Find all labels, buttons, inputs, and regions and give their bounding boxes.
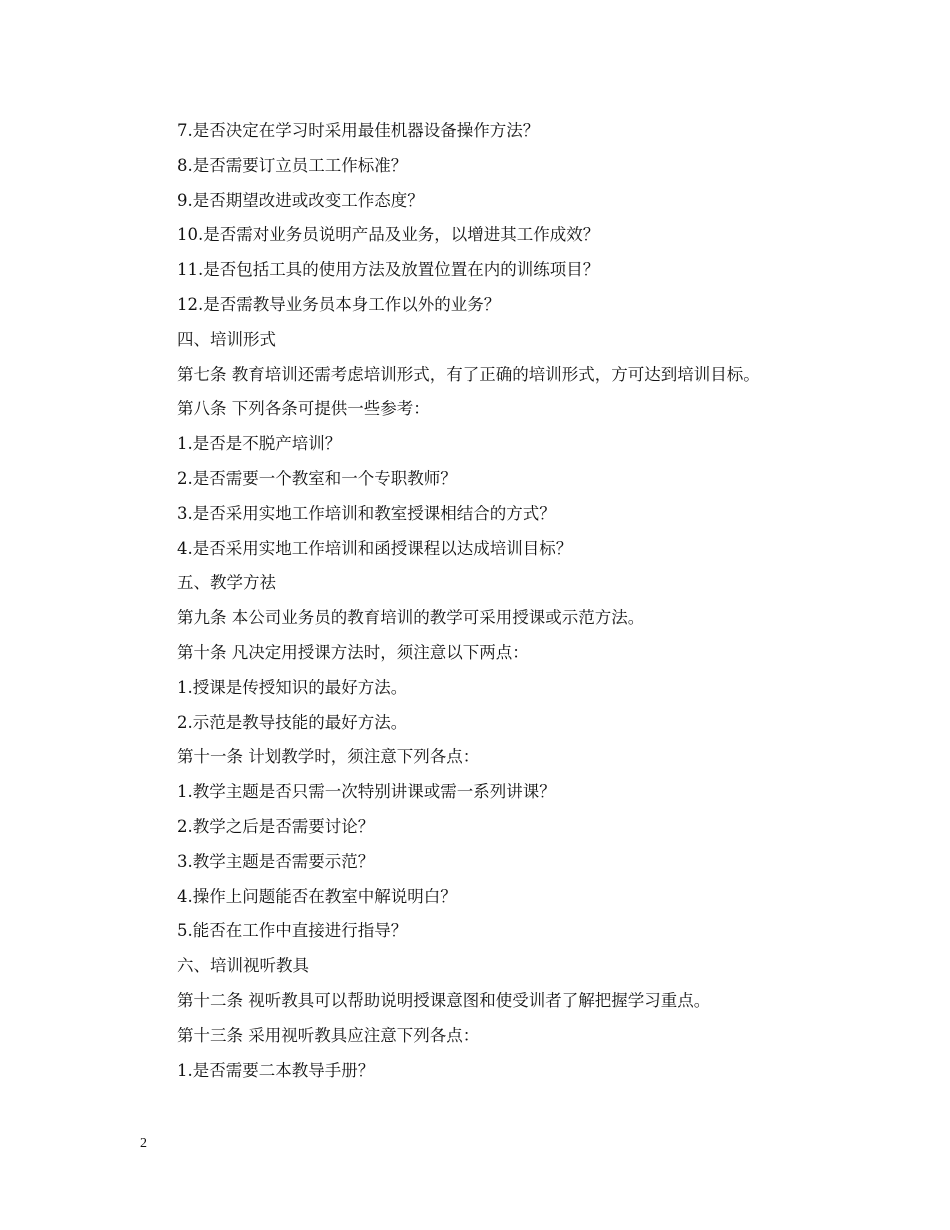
list-item: 9.是否期望改进或改变工作态度？	[177, 190, 424, 210]
list-item: 10.是否需对业务员说明产品及业务，以增进其工作成效？	[177, 225, 600, 245]
article-paragraph: 第十一条 计划教学时，须注意下列各点：	[177, 747, 480, 767]
list-item: 7.是否决定在学习时采用最佳机器设备操作方法？	[177, 121, 540, 140]
document-body	[140, 114, 812, 1088]
list-item: 1.教学主题是否只需一次特别讲课或需一系列讲课？	[177, 782, 556, 802]
section-heading: 四、培训形式	[177, 329, 276, 349]
list-item: 5.能否在工作中直接进行指导？	[177, 921, 408, 941]
section-heading: 六、培训视听教具	[177, 956, 309, 976]
list-item: 1.授课是传授知识的最好方法。	[177, 677, 408, 697]
article-paragraph: 第七条 教育培训还需考虑培训形式，有了正确的培训形式，方可达到培训目标。	[177, 364, 760, 384]
list-item: 12.是否需教导业务员本身工作以外的业务？	[177, 294, 501, 314]
list-item: 4.是否采用实地工作培训和函授课程以达成培训目标？	[177, 538, 573, 558]
list-item: 8.是否需要订立员工工作标准？	[177, 155, 408, 175]
list-item: 4.操作上问题能否在教室中解说明白？	[177, 886, 457, 906]
article-paragraph: 第八条 下列各条可提供一些参考：	[177, 399, 430, 419]
article-paragraph: 第十二条 视听教具可以帮助说明授课意图和使受训者了解把握学习重点。	[177, 990, 711, 1010]
list-item: 11.是否包括工具的使用方法及放置位置在内的训练项目？	[177, 260, 600, 280]
article-paragraph: 第十三条 采用视听教具应注意下列各点：	[177, 1025, 480, 1045]
list-item: 2.是否需要一个教室和一个专职教师？	[177, 468, 457, 488]
page-number: 2	[140, 1136, 147, 1151]
article-paragraph: 第十条 凡决定用授课方法时，须注意以下两点：	[177, 642, 529, 662]
list-item: 2.示范是教导技能的最好方法。	[177, 712, 408, 732]
list-item: 1.是否是不脱产培训？	[177, 434, 342, 454]
section-heading: 五、教学方祛	[177, 573, 276, 593]
list-item: 2.教学之后是否需要讨论？	[177, 816, 375, 836]
list-item: 3.是否采用实地工作培训和教室授课相结合的方式？	[177, 503, 556, 523]
list-item: 1.是否需要二本教导手册？	[177, 1060, 375, 1080]
article-paragraph: 第九条 本公司业务员的教育培训的教学可采用授课或示范方法。	[177, 608, 645, 628]
list-item: 3.教学主题是否需要示范？	[177, 851, 375, 871]
